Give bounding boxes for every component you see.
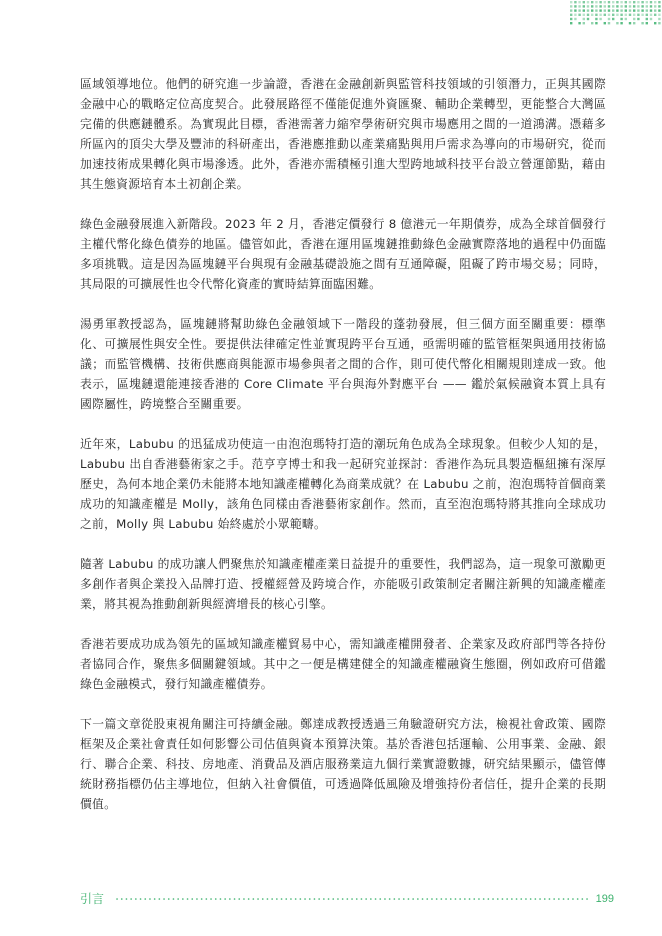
paragraph-4: 近年來，Labubu 的迅猛成功使這一由泡泡瑪特打造的潮玩角色成為全球現象。但較少人知的是，Labubu 出自香港藝術家之手。范亨亨博士和我一起研究並探討：香港作為玩具製造樞紐擁有深厚歷史，為何本地企業仍未能將本地知識產權轉化為商業成就？在 Labubu 之前，泡泡瑪特首個商業成功的知識產權是 Molly，該角色同樣由香港藝術家創作。然而，直至泡泡瑪特將其推向全球成功之前，Molly 與 Labubu 始終處於小眾範疇。 xyxy=(80,437,606,531)
paragraph-3: 湯勇軍教授認為，區塊鏈將幫助綠色金融領域下一階段的蓬勃發展，但三個方面至關重要：標準化、可擴展性與安全性。要提供法律確定性並實現跨平台互通，亟需明確的監管框架與通用技術協議；而監管機構、技術供應商與能源市場參與者之間的合作，則可使代幣化相關規則達成一致。他表示，區塊鏈還能連接香港的 Core Climate 平台與海外對應平台 —— 鑑於氣候融資本質上具有國際屬性，跨境整合至關重要。 xyxy=(80,317,606,411)
paragraph-6: 香港若要成功成為領先的區域知識產權貿易中心，需知識產權開發者、企業家及政府部門等各持份者協同合作，聚焦多個關鍵領域。其中之一便是構建健全的知識產權融資生態圈，例如政府可借鑑綠色金融模式，發行知識產權債券。 xyxy=(80,637,606,691)
paragraph-2: 綠色金融發展進入新階段。2023 年 2 月，香港定價發行 8 億港元一年期債券，成為全球首個發行主權代幣化綠色債券的地區。儘管如此，香港在運用區塊鏈推動綠色金融實際落地的過程中仍面臨多項挑戰。這是因為區塊鏈平台與現有金融基礎設施之間有互通障礙，阻礙了跨市場交易；同時，其局限的可擴展性也令代幣化資產的實時結算面臨困難。 xyxy=(80,217,606,291)
paragraph-1: 區域領導地位。他們的研究進一步論證，香港在金融創新與監管科技領域的引領潛力，正與其國際金融中心的戰略定位高度契合。此發展路徑不僅能促進外資匯聚、輔助企業轉型，更能整合大灣區完備的供應鏈體系。為實現此目標，香港需著力縮窄學術研究與市場應用之間的一道鴻溝。憑藉多所區內的頂尖大學及豐沛的科研產出，香港應推動以產業痛點與用戶需求為導向的市場研究，從而加速技術成果轉化與市場滲透。此外，香港亦需積極引進大型跨地域科技平台設立營運節點，藉由其生態資源培育本土初創企業。 xyxy=(80,77,606,191)
paragraph-5: 隨著 Labubu 的成功讓人們聚焦於知識產權產業日益提升的重要性，我們認為，這一現象可激勵更多創作者與企業投入品牌打造、授權經營及跨境合作，亦能吸引政策制定者關注新興的知識產權產業，將其視為推動創新與經濟增長的核心引擎。 xyxy=(80,557,606,611)
section-label: 引言 xyxy=(80,892,105,906)
page-number: 199 xyxy=(595,893,614,905)
article-body xyxy=(80,74,606,834)
page-footer xyxy=(80,891,614,907)
dotted-leader-line xyxy=(116,897,592,901)
dot-pattern-decoration xyxy=(568,0,662,26)
paragraph-7: 下一篇文章從股東視角關注可持續金融。鄭達成教授透過三角驗證研究方法，檢視社會政策、國際框架及企業社會責任如何影響公司估值與資本預算決策。基於香港包括運輸、公用事業、金融、銀行、聯合企業、科技、房地產、消費品及酒店服務業這九個行業實證數據，研究結果顯示，儘管傳統財務指標仍佔主導地位，但納入社會價值，可透過降低風險及增強持份者信任，提升企業的長期價值。 xyxy=(80,717,606,811)
